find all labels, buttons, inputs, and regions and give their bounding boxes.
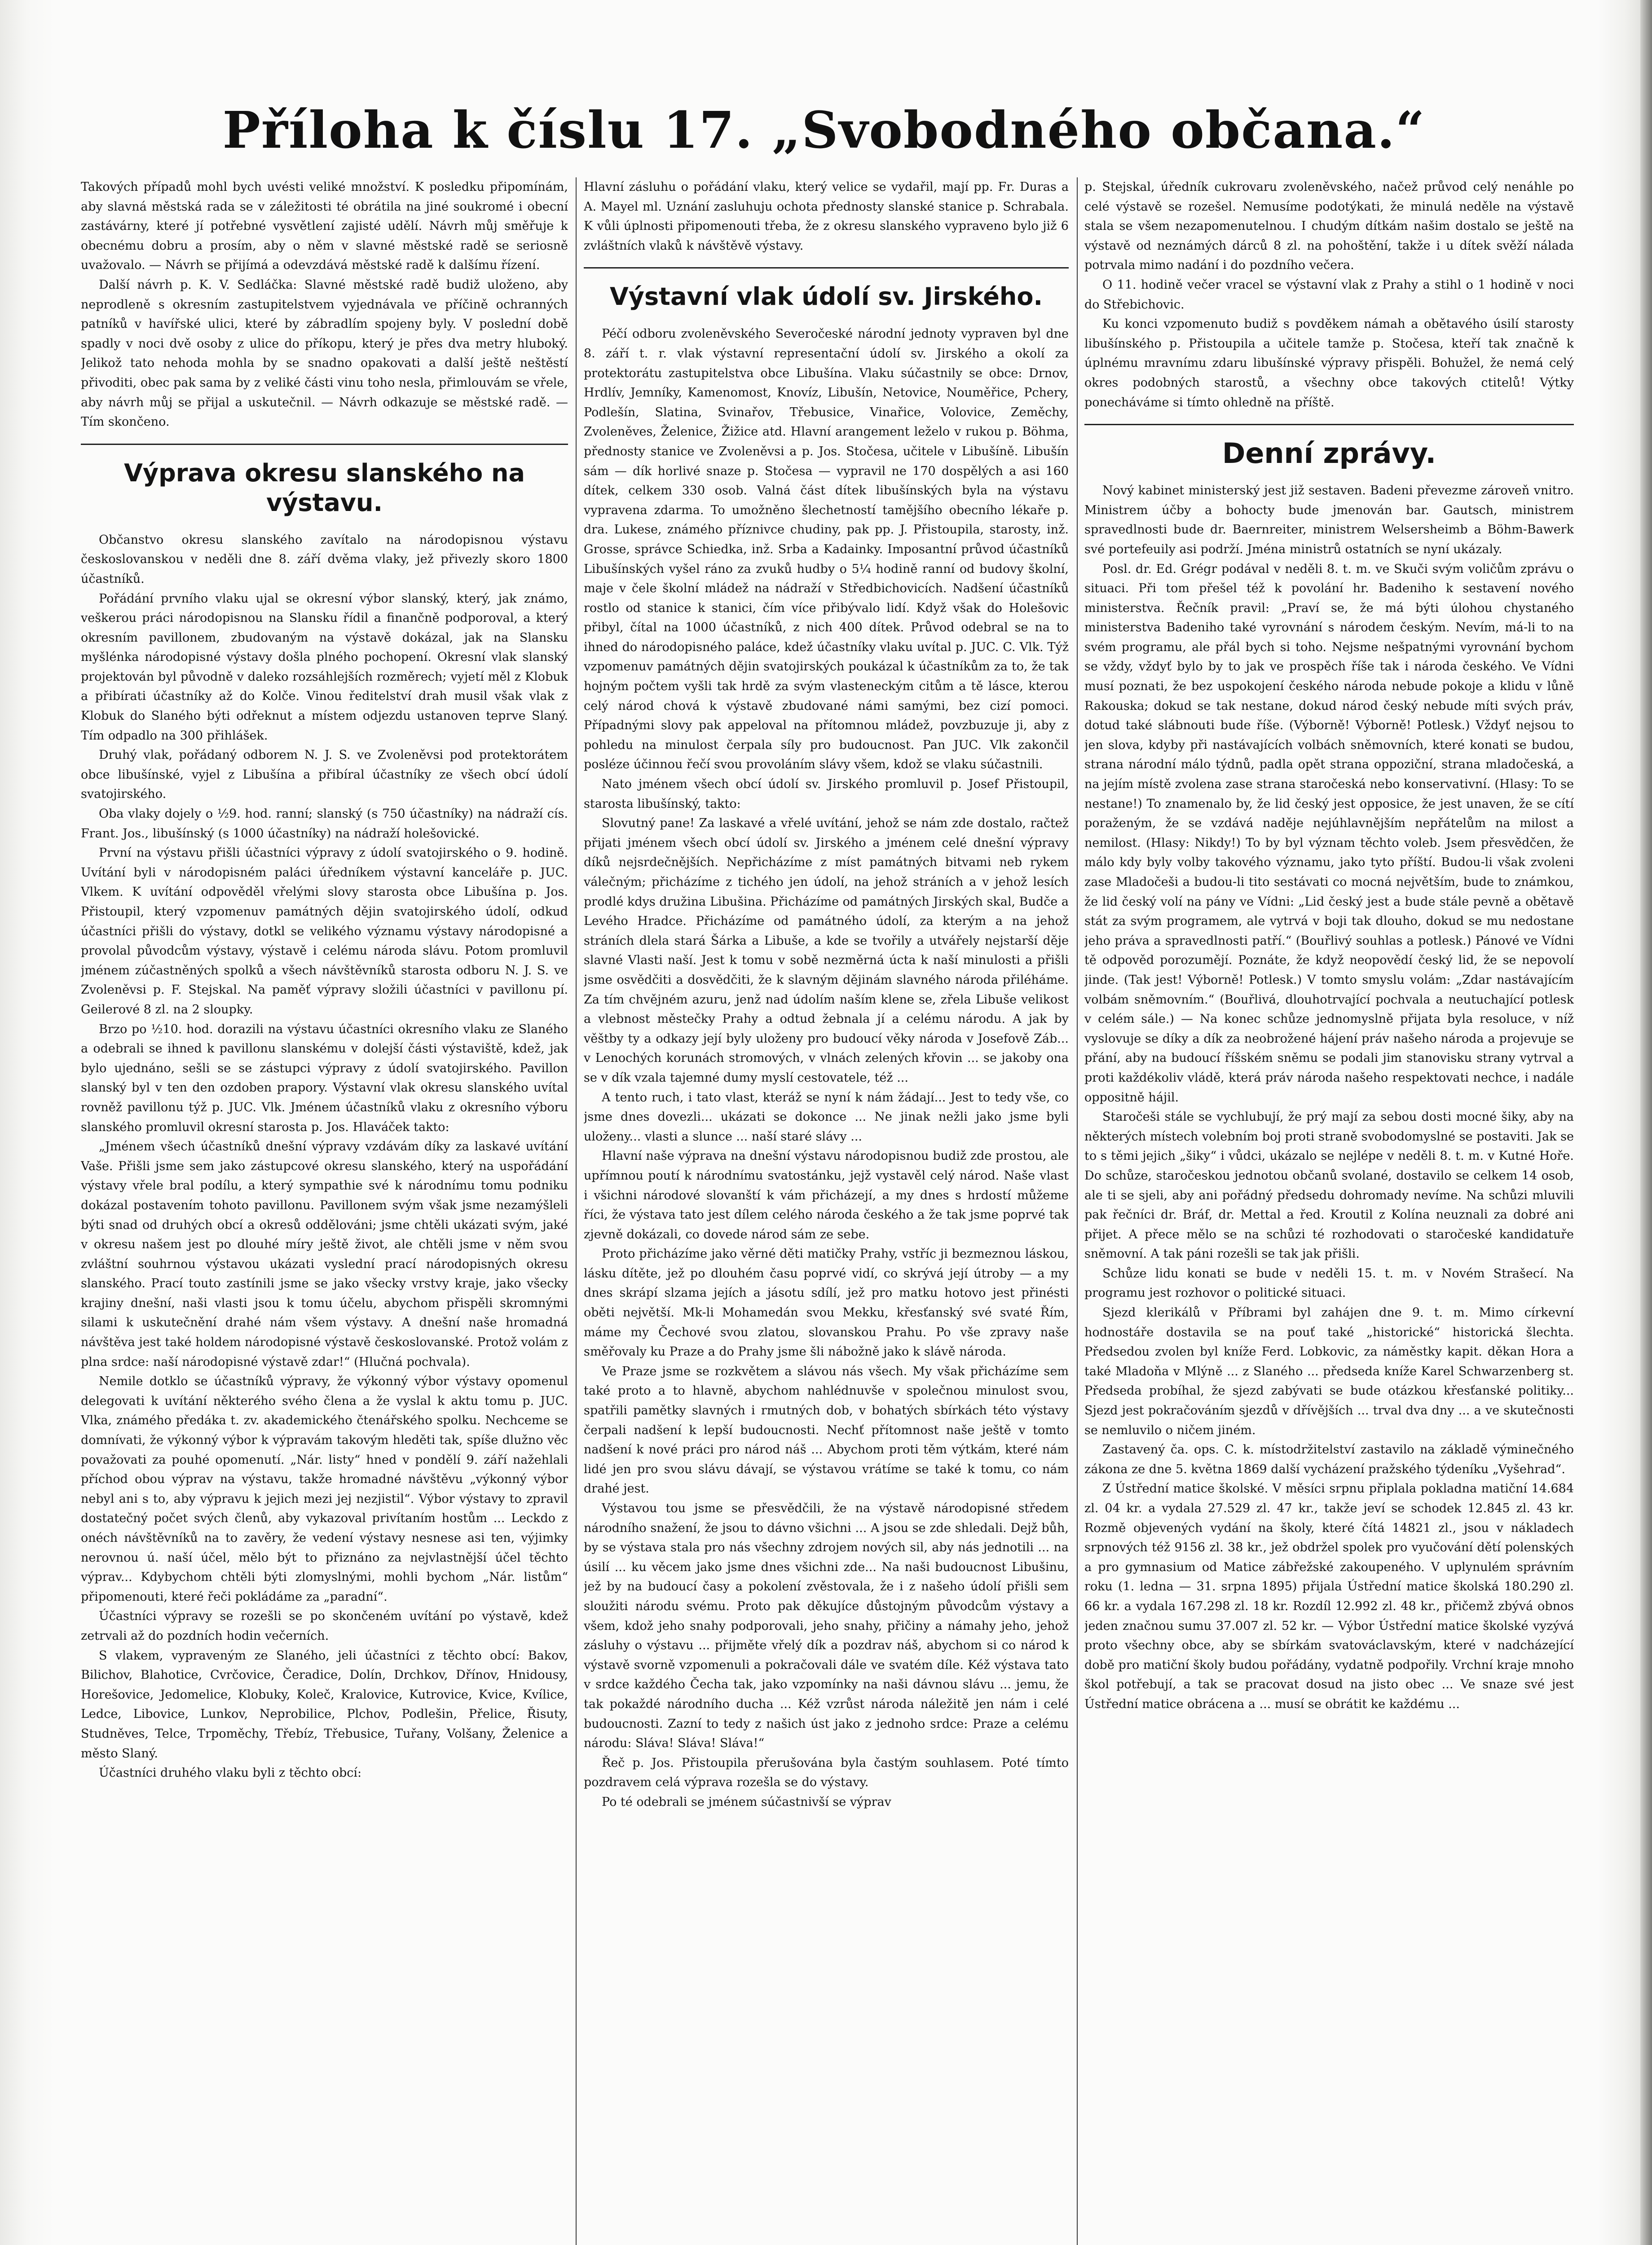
paragraph: A tento ruch, i tato vlast, kteráž se nyní k nám žádají... Jest to tedy vše, co jsme dnes dovezli... ukázati se dokonce ... Ne jinak nežli jako jsme byli uloženy... vlasti a slunce ... naší staré slávy ... [584,1090,1069,1144]
article-column-1 [81,177,568,2245]
paragraph: Nový kabinet ministerský jest již sestaven. Badeni převezme zároveň vnitro. Ministrem účby a bohocty bude jmenován bar. Gautsch, ministrem spravedlnosti bude dr. Baernreiter, ministrem Welsersheimb a Böhm-Bawerk své portefeuily asi podrží. Jména ministrů ostatních se nyní ukázaly. [1084,484,1574,556]
paragraph: Po té odebrali se jménem súčastnivší se výprav [602,1795,891,1809]
paragraph: Druhý vlak, pořádaný odborem N. J. S. ve Zvoleněvsi pod protektorátem obce libušínské, vyjel z Libušína a přibíral účastníky ze všech obcí údolí svatojirského. [81,748,568,801]
paragraph: Proto přicházíme jako věrné děti matičky Prahy, vstříc ji bezmeznou láskou, lásku dítěte, jež po dlouhém času poprvé vidí, co skrývá její útroby — a my dnes skrápí slzama jejích a jásotu sdílí, jež pro matku hotovo jest přinésti oběti největší. Mk-li Mohamedán svou Mekku, křesťanský své svaté Řím, máme my Čechové svou zlatou, slovanskou Prahu. Po vše zpravy naše směřovaly ku Praze a do Prahy jsme šli nábožně jako k slávě národa. [584,1247,1069,1359]
paragraph: Hlavní naše výprava na dnešní výstavu národopisnou budiž zde prostou, ale upřímnou poutí k národnímu svatostánku, jejž vystavěl celý národ. Naše vlast i všichni národové slovanští k vám přicházejí, a my dnes s hrdostí můžeme říci, že výstava tato jest dílem celého národa českého a že tak jsme poprvé tak zjevně dokázali, co dovede národ sám ze sebe. [584,1149,1069,1241]
paragraph: „Jménem všech účastníků dnešní výpravy vzdávám díky za laskavé uvítání Vaše. Přišli jsme sem jako zástupcové okresu slanského, který na uspořádání výstavy vřele bral podílu, a který sympathie své k národnímu tomu podniku dokázal postavením tohoto pavillonu. Pavillonem svým však jsme nezamýšleli býti snad od druhých obcí a okresů oddělováni; jsme chtěli ukázati svým, jaké v okresu našem jest po dlouhé míry ještě život, ale chtěli jsme v něm svou zvláštní souhrnou výstavou ukázati vyslední prací národopisných okresu slanského. Prací touto zastínili jsme se jako všecky vrstvy kraje, jako všecky krajiny dnešní, naši vlasti jsou k tomu účelu, abychom přispěli skromnými silami k uskutečnění drahé nám všem výstavy. A dnešní naše hromadná návštěva jest také holdem národopisné výstavě českoslovanské. Protož volám z plna srdce: naší národopisné výstavě zdar!“ (Hlučná pochvala). [81,1140,568,1369]
paragraph: Další návrh p. K. V. Sedláčka: Slavné městské radě budiž uloženo, aby neprodleně s okresním zastupitelstvem vyjednávala ve příčině ochranných patníků v havířské ulici, které by zábradlím spojeny byly. V poslední době spadly v noci dvě osoby z ulice do příkopu, který je přes dva metry hluboký. Jelikož tato nehoda mohla by se snadno opakovati a další ještě neštěstí přivoditi, obec pak sama by z veliké části vinu toho nesla, přimlouvám se vřele, aby návrh můj se přijal a uskutečnil. — Návrh odkazuje se městské radě. — Tím skončeno. [81,277,568,429]
paragraph: První na výstavu přišli účastníci výpravy z údolí svatojirského o 9. hodině. Uvítání byli v národopisném paláci úředníkem výstavní kanceláře p. JUC. Vlkem. K uvítání odpověděl vřelými slovy starosta obce Libušína p. Jos. Přistoupil, který vzpomenuv památných dějin svatojirského údolí, odkud účastníci přišli do výstavy, dotkl se velikého významu výstavy národopisné a provolal původcům výstavy, výstavě i celému národa slávu. Potom promluvil jménem zúčastněných spolků a všech návštěvníků starosta odboru N. J. S. ve Zvoleněvsi p. F. Stejskal. Na paměť výpravy složili účastníci v pavillonu pí. Geilerové 8 zl. na 2 sloupky. [81,846,568,1017]
paragraph: Nemile dotklo se účastníků výpravy, že výkonný výbor výstavy opomenul delegovati k uvítání některého svého člena a že vyslal k aktu tomu p. JUC. Vlka, známého předáka t. zv. akademického čtenářského spolku. Nechceme se domnívati, že výkonný výbor k výpravám takovým hleděti tak, spíše dlužno věc považovati za pouhé opomenutí. „Nár. listy“ hned v pondělí 9. září nažehlali příchod obou výprav na výstavu, takže hromadné návštěvu „výkonný výbor nebyl ani s to, aby výpravu k jejich mezi jej nezjistil“. Výbor výstavy to zpravil dostatečný počet svých členů, aby vykazoval privítaním hostům ... Leckdo z onéch návštěvníků na to zavěry, že vedení výstavy nesnese asi ten, výjimky nerovnou ú. naší účel, mělo být to přiznáno za nejvlastnější účel těchto výprav... Kdybychom chtěli býti zlomyslnými, mohli bychom „Nár. listům“ připomenouti, které řeči pokládáme za „paradní“. [81,1374,568,1604]
paragraph: O 11. hodině večer vracel se výstavní vlak z Prahy a stihl o 1 hodině v noci do Střebichovic. [1084,277,1574,312]
paragraph: p. Stejskal, úředník cukrovaru zvoleněvského, načež průvod celý nenáhle po celé výstavě se rozešel. Nemusíme podotýkati, že minulá neděle na výstavě stala se všem nezapomenutelnou. I chudým dítkám našim dostalo se ještě na výstavě od neznámých dárců 8 zl. na pohoštění, takže i u dítek svěží nálada potrvala mimo nadání i do pozdního večera. [1084,180,1574,273]
column-divider [576,177,577,2245]
article-heading: Výprava okresu slanského na výstavu. [124,458,525,517]
paragraph: Ve Praze jsme se rozkvětem a slávou nás všech. My však přicházíme sem také proto a to hlavně, abychom nahlédnuvše v společnou minulost svou, spatřili pamětky slavných i rmutných dob, v bohatých sbírkách této výstavy čerpali nadšení k lepší budoucnosti. Nechť přítomnost naše ještě v tomto nadšení k nové práci pro národ náš ... Abychom proti těm výtkám, které nám lidé jen pro svou slávu dávají, se výstavou vrátíme se také k tomu, co nám drahé jest. [584,1364,1069,1496]
paragraph: Pořádání prvního vlaku ujal se okresní výbor slanský, který, jak známo, veškerou práci národopisnou na Slansku řídil a finančně podporoval, a který okresním pavillonem, zbudovaným na výstavě dokázal, jak na Slansku myšlénka národopisné výstavy došla plného pochopení. Okresní vlak slanský projektován byl původně v daleko rozsáhlejších rozměrech; vyjetí měl z Klobuk a přibírati účastníky až do Kolče. Vinou ředitelství drah musil však vlak z Klobuk do Slaného býti odřeknut a místem odjezdu ustanoven teprve Slaný. Tím odpadlo na 300 přihlášek. [81,591,568,743]
paragraph: Sjezd klerikálů v Příbrami byl zahájen dne 9. t. m. Mimo církevní hodnostáře dostavila se na pouť také „historické“ historická šlechta. Předsedou zvolen byl kníže Ferd. Lobkovic, za náměstky kapit. děkan Hora a také Mladoňa v Mlýně ... z Slaného ... předseda kníže Karel Schwarzenberg st. Předseda probíhal, že sjezd zabývati se bude otázkou křesťanské politiky... Sjezd jest pokračováním sjezdů v dřívějších ... trval dva dny ... a ve skutečnosti se nemluvilo o ničem jiném. [1084,1306,1574,1437]
paragraph: Schůze lidu konati se bude v neděli 15. t. m. v Novém Strašecí. Na programu jest rozhovor o politické situaci. [1084,1266,1574,1300]
paragraph: Hlavní zásluhu o pořádání vlaku, který velice se vydařil, mají pp. Fr. Duras a A. Mayel ml. Uznání zasluhuju ochota přednosty slanské stanice p. Schrabala. K vůli úplnosti připomenouti třeba, že z okresu slanského vypraveno bylo již 6 zvláštních vlaků k návštěvě výstavy. [584,180,1069,253]
paragraph: Účastníci výpravy se rozešli se po skončeném uvítání po výstavě, kdež zetrvali až do pozdních hodin večerních. [81,1609,568,1643]
paragraph: Výstavou tou jsme se přesvědčili, že na výstavě národopisné středem národního snažení, že jsou to dávno všichni ... A jsou se zde shledali. Dejž bůh, by se výstava stala pro nás všechny zdrojem nových sil, aby nás jednotili ... na úsilí ... ku věcem jako jsme dnes všichni zde... Na naši budoucnost Libušinu, jež by na budoucí časy a pokolení zvěstovala, že i z našeho údolí přišli sem sloužiti národu svému. Proto pak děkujíce důstojným původcům výstavy a všem, kdož jeho snahy podporovali, jeho snahy, přičiny a námahy jeho, jehož zásluhy o výstavu ... přijměte vřelý dík a pozdrav náš, abychom si co národ k výstavě svorně vzpomenuli a pokračovali dále ve svatém díle. Kéž výstava tato v srdce každého Čecha tak, jako vzpomínky na naši dávnou slávu ... jemu, že tak pokaždé národního ducha ... Kéž vzrůst národa náležitě jen nám i celé budoucnosti. Zazní to tedy z našich úst jako z jednoho srdce: Praze a celému národu: Sláva! Sláva! Sláva!“ [584,1501,1069,1751]
section-separator [1084,424,1574,425]
paragraph: Brzo po ½10. hod. dorazili na výstavu účastníci okresního vlaku ze Slaného a odebrali se ihned k pavillonu slanskému v dolejší části výstaviště, kdež, jak bylo ujednáno, sešli se se zástupci výpravy z údolí svatojirského. Pavillon slanský byl v ten den ozdoben prapory. Výstavní vlak okresu slanského uvítal rovněž pavillonu týž p. JUC. Vlk. Jménem účastníků vlaku z okresního výboru slanského promluvil okresní starosta p. Jos. Hlaváček takto: [81,1022,568,1134]
section-separator [584,267,1069,269]
paragraph: Ku konci vzpomenuto budiž s povděkem námah a obětavého úsilí starosty libušínského p. Přistoupila a učitele tamže p. Stočesa, kteří tak značně k úplnému mravnímu zdaru libušínské výpravy přispěli. Bohužel, že nemá celý okres podobných starostů, a všechny obce takových ctitelů! Výtky ponecháváme si tímto ohledně na příště. [1084,317,1574,409]
paragraph: Řeč p. Jos. Přistoupila přerušována byla častým souhlasem. Poté tímto pozdravem celá výprava rozešla se do výstavy. [584,1756,1069,1790]
masthead-title: Příloha k číslu 17. „Svobodného občana.“ [222,101,1426,160]
paragraph: Staročeši stále se vychlubují, že prý mají za sebou dosti mocné šiky, aby na některých místech volebním boj proti straně svobodomyslné se postaviti. Jak se to s těmi jejich „šiky“ i vůdci, ukázalo se nejlépe v neděli 8. t. m. v Kutné Hoře. Do schůze, staročeskou jednotou občanů svolané, dostavilo se celkem 14 osob, ale ti se sjeli, aby ani pořádný předsedu dohromady nevíme. Na schůzi mluvili pak řečníci dr. Bráf, dr. Mettal a řed. Kroutil z Kolína neuznali za dobré ani přijet. A přece mělo se na schůzi té rozhodovati o staročeské kandidatuře sněmovní. A tak páni rozešli se tak jak přišli. [1084,1110,1574,1261]
paragraph: Z Ústřední matice školské. V měsíci srpnu připlala pokladna matiční 14.684 zl. 04 kr. a vydala 27.529 zl. 47 kr., takže jeví se schodek 12.845 zl. 43 kr. Rozmě objevených vydání na školy, které čítá 14821 zl., jsou v nákladech srpnových též 9156 zl. 38 kr., jež obdržel spolek pro vyučování dětí polenských a pro gymnasium od Matice zábřežské zakoupeného. V uplynulém správním roku (1. ledna — 31. srpna 1895) přijala Ústřední matice školská 180.290 zl. 66 kr. a vydala 167.298 zl. 18 kr. Rozdíl 12.992 zl. 48 kr., přičemž zbývá obnos jeden značnou sumu 37.007 zl. 52 kr. — Výbor Ústřední matice školské vyzývá proto všechny obce, aby se sbírkám svatováclavským, které v nadcházející době pro matiční školy budou pořádány, vydatně podpořily. Vrchní kraje mnoho škol potřebují, a tak se pracovat dosud na jisto obec ... Ve snaze své jest Ústřední matice obrácena a ... musí se obrátit ke každému ... [1084,1482,1574,1711]
paragraph: Slovutný pane! Za laskavé a vřelé uvítání, jehož se nám zde dostalo, račtež přijati jménem všech obcí údolí sv. Jirského a jménem celé dnešní výpravy díků nejsrdečnějších. Nepřicházíme z míst památných bitvami neb rykem válečným; přicházíme z tichého jen údolí, na jehož stráních a v jehož lesích prodlé kdys družina Libušina. Přicházíme od památných Jirských skal, Budče a Levého Hradce. Přicházíme od památného údolí, za kterým a na jehož stráních dlela stará Šárka a Libuše, a kde se tvořily a utvářely nejstarší děje slavné Vlasti naší. Jest k tomu v sobě nezměrná úcta k naší minulosti a přišli jsme osvědčiti a dosvědčiti, že k slavným dějinám slavného národa přiléháme. Za tím chvějném azuru, jenž nad údolím naším klene se, zřela Libuše velikost a vlebnost městečky Prahy a odtud žebnala jí a celému národu. A jak by věštby ty a odkazy její byly uloženy pro budoucí věky národa v Josefově Záb... v Lenochých korunách stromových, v vlnách zelených křovin ... se jakoby ona se v dík vzala tajemné dumy myslí cestovatele, též ... [584,816,1069,1085]
paragraph: Občanstvo okresu slanského zavítalo na národopisnou výstavu českoslovanskou v neděli dne 8. září dvěma vlaky, jež přivezly skoro 1800 účastníků. [81,533,568,586]
column-divider [1077,177,1078,2245]
section-heading: Denní zprávy. [1222,437,1436,470]
section-separator [81,444,568,445]
page-binding-edge [1640,0,1652,2245]
article-heading: Výstavní vlak údolí sv. Jirského. [610,282,1043,311]
paragraph: Účastníci druhého vlaku byli z těchto obcí: [99,1766,362,1780]
paragraph: Nato jménem všech obcí údolí sv. Jirského promluvil p. Josef Přistoupil, starosta libušínský, takto: [584,777,1069,811]
article-column-3 [1084,177,1574,2245]
paragraph: Takových případů mohl bych uvésti veliké množství. K posledku připomínám, aby slavná městská rada se v záležitosti té obrátila na jiné soukromé i obecní zastávárny, které jí potřebné vysvětlení zajisté udělí. Návrh můj směřuje k obecnému dobru a prosím, aby o něm v slavné městské radě se seriosně uvažovalo. — Návrh se přijímá a odevzdává městské radě k dalšímu řízení. [81,180,568,273]
article-column-2 [584,177,1069,2245]
paragraph: S vlakem, vypraveným ze Slaného, jeli účastníci z těchto obcí: Bakov, Bilichov, Blahotice, Cvrčovice, Čeradice, Dolín, Drchkov, Dřínov, Hnidousy, Horešovice, Jedomelice, Klobuky, Koleč, Kralovice, Kutrovice, Kvice, Kvílice, Ledce, Libovice, Lunkov, Neprobilice, Plchov, Podlešin, Přelice, Řisuty, Studněves, Telce, Trpoměchy, Třebíz, Třebusice, Tuřany, Volšany, Želenice a město Slaný. [81,1648,568,1761]
paragraph: Oba vlaky dojely o ½9. hod. ranní; slanský (s 750 účastníky) na nádraží cís. Frant. Jos., libušínský (s 1000 účastníky) na nádraží holešovické. [81,807,568,841]
paragraph: Posl. dr. Ed. Grégr podával v neděli 8. t. m. ve Skuči svým voličům zprávu o situaci. Při tom přešel též k povolání hr. Badeniho k sestavení nového ministerstva. Řečník pravil: „Praví se, že má býti úlohou chystaného ministerstva Badeniho také vyrovnání s národem českým. Nevím, má-li to na svém programu, ale přál bych si toho. Nejsme nešpatnými vyrovnání bychom se vždy, vždyť bylo by to jak ve prospěch říše tak i národa českého. Ve Vídni musí poznati, že bez uspokojení českého národa nebude pokoje a klidu v lůně Rakouska; dokud se tak nestane, dokud národ český nebude míti svých práv, dotud také slábnouti bude říše. (Výborně! Výborně! Potlesk.) Vždyť nejsou to jen slova, kdyby při nastávajících volbách sněmovních, které konati se budou, strana národní málo týdnů, padla opět strana oppoziční, strana mladočeská, a na jejím místě zvolena zase strana staročeská nebo konservativní. (Hlasy: To se nestane!) To znamenalo by, že lid český jest opposice, že jest unaven, že se cítí poraženým, že se vzdává naděje nejúhlavnějším nepřátelům na milost a nemilost. (Hlasy: Nikdy!) To by byl význam těchto voleb. Jsem přesvědčen, že málo kdy byly volby takového významu, jako tyto příští. Budou-li však zvoleni zase Mladočeši a budou-li tito sestávati co mocná největším, bude to známkou, že lid český volí na pány ve Vídni: „Lid český jest a bude stále pevně a obětavě stát za svým programem, ale vytrvá v boji tak dlouho, dokud se mu nedostane jeho práva a spravedlnosti patří.“ (Bouřlivý souhlas a potlesk.) Pánové ve Vídni tě odpověd porozumějí. Poznáte, že když neopovědí český lid, že se nepovolí jinde. (Tak jest! Výborně! Potlesk.) V tomto smyslu volám: „Zdar nastávajícím volbám sněmovním.“ (Bouřlivá, dlouhotrvající pochvala a neutuchající potlesk v celém sále.) — Na konec schůze jednomyslně přijata byla resoluce, v níž vyslovuje se díky a dík za neobrožené hájení práv našeho národa a projevuje se přání, aby na budoucí říšském sněmu se podali jim stanovisku strany vytrval a proti každékoliv vládě, která práv národa našeho respektovati nechce, i nadále oppositně hájil. [1084,562,1574,1105]
paragraph: Zastavený ča. ops. C. k. místodržitelství zastavilo na základě výminečného zákona ze dne 5. května 1869 další vycházení pražského týdeníku „Vyšehrad“. [1084,1443,1574,1476]
paragraph: Péčí odboru zvoleněvského Severočeské národní jednoty vypraven byl dne 8. září t. r. vlak výstavní representační údolí sv. Jirského a okolí za protektorátu zastupitelstva obce Libušína. Vlaku súčastnily se obce: Drnov, Hrdlív, Jemníky, Kamenomost, Knovíz, Libušín, Netovice, Nouměřice, Pchery, Podlešín, Slatina, Svinařov, Třebusice, Vinařice, Volovice, Zeměchy, Zvoleněves, Želenice, Žižice atd. Hlavní arangement leželo v rukou p. Böhma, přednosty stanice ve Zvoleněvsi a p. Jos. Stočesa, učitele v Libušíně. Libušín sám — dík horlivé snaze p. Stočesa — vypravil ne 170 dospělých a asi 160 dítek, celkem 330 osob. Valná část dítek libušínských byla na výstavu vypravena zdarma. To umožněno šlechetností tamějšího obecního lékaře p. dra. Lukese, známého příznivce chudiny, pak pp. J. Přistoupila, starosty, inž. Grosse, správce Schiedka, inž. Srba a Kadainky. Imposantní průvod účastníků Libušínských vyšel ráno za zvuků hudby o 5¼ hodině ranní od budovy školní, maje v čele školní mládež na nádraží v Středbichovicích. Nadšení účastníků rostlo od stanice k stanici, čím více přibývalo lidí. Když však do Holešovic přibyl, čítal na 1000 účastníků, z nich 400 dítek. Průvod odebral se na to ihned do národopisného paláce, kdež účastníky vlaku uvítal p. JUC. C. Vlk. Týž vzpomenuv památných dějin svatojirských poukázal k účastníkům za to, že tak hojným počtem vyšli tak hrdě za svým vlasteneckým citům a tě lásce, kterou celý národ chová k výstavě zbudované námi samými, bez cizí pomoci. Případnými slovy pak appeloval na přítomnou mládež, povzbuzuje ji, aby z pohledu na minulost čerpala síly pro budoucnost. Pan JUC. Vlk zakončil posléze účinnou řečí svou provoláním slávy všem, kdož se vlaku súčastnili. [584,327,1069,772]
